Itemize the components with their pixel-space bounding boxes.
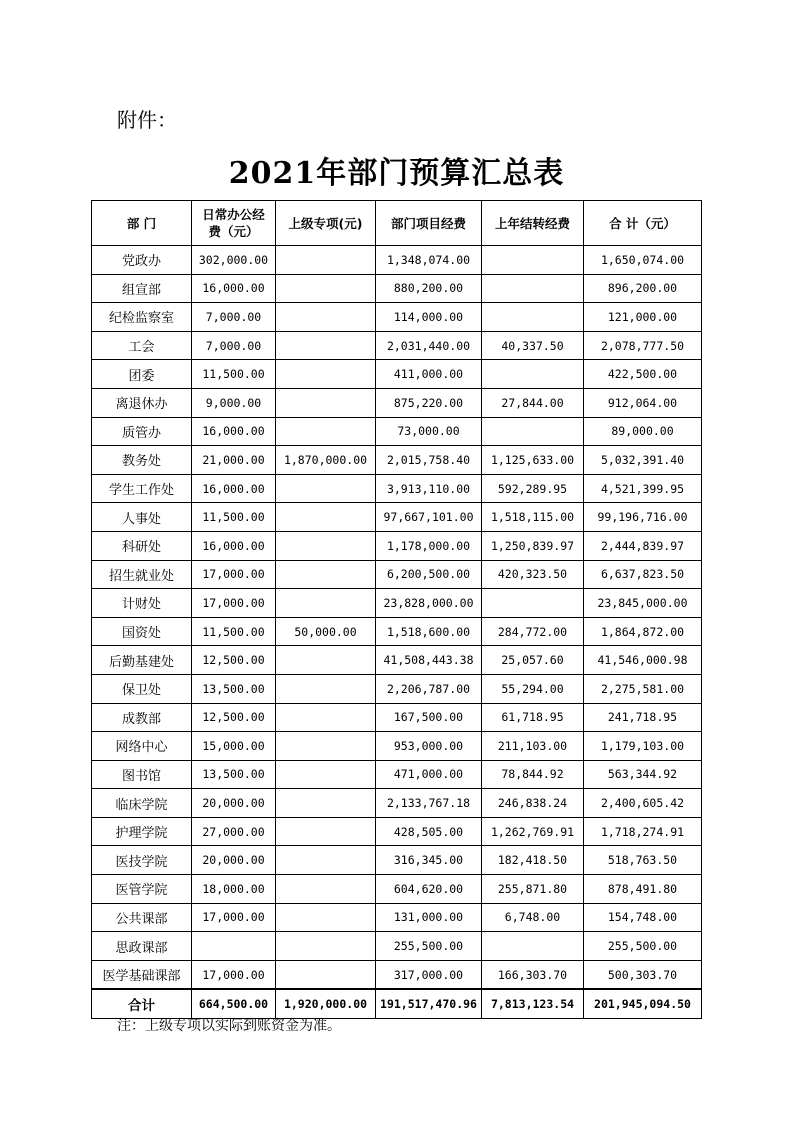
- amount-cell: 241,718.95: [584, 703, 702, 732]
- amount-cell: 2,275,581.00: [584, 674, 702, 703]
- amount-cell: 17,000.00: [192, 903, 276, 932]
- department-cell: 质管办: [92, 417, 192, 446]
- amount-cell: 246,838.24: [482, 789, 584, 818]
- amount-cell: 1,870,000.00: [276, 446, 376, 475]
- amount-cell: 6,748.00: [482, 903, 584, 932]
- amount-cell: 11,500.00: [192, 360, 276, 389]
- page-title: 2021年部门预算汇总表: [228, 156, 565, 191]
- amount-cell: 61,718.95: [482, 703, 584, 732]
- amount-cell: 316,345.00: [376, 846, 482, 875]
- amount-cell: [276, 360, 376, 389]
- amount-cell: 97,667,101.00: [376, 503, 482, 532]
- amount-cell: 16,000.00: [192, 531, 276, 560]
- department-cell: 医学基础课部: [92, 960, 192, 989]
- department-cell: 纪检监察室: [92, 303, 192, 332]
- department-cell: 后勤基建处: [92, 646, 192, 675]
- amount-cell: 664,500.00: [192, 989, 276, 1019]
- amount-cell: [276, 960, 376, 989]
- amount-cell: 27,000.00: [192, 817, 276, 846]
- amount-cell: 16,000.00: [192, 474, 276, 503]
- table-row: [92, 732, 702, 761]
- amount-cell: 15,000.00: [192, 732, 276, 761]
- department-cell: 公共课部: [92, 903, 192, 932]
- department-cell: 团委: [92, 360, 192, 389]
- amount-cell: 1,518,115.00: [482, 503, 584, 532]
- amount-cell: 1,179,103.00: [584, 732, 702, 761]
- amount-cell: 428,505.00: [376, 817, 482, 846]
- amount-cell: 912,064.00: [584, 388, 702, 417]
- amount-cell: 471,000.00: [376, 760, 482, 789]
- amount-cell: 191,517,470.96: [376, 989, 482, 1019]
- department-cell: 临床学院: [92, 789, 192, 818]
- table-body: [92, 246, 702, 1019]
- table-row: [92, 560, 702, 589]
- amount-cell: 13,500.00: [192, 760, 276, 789]
- amount-cell: 5,032,391.40: [584, 446, 702, 475]
- department-cell: 成教部: [92, 703, 192, 732]
- amount-cell: 1,262,769.91: [482, 817, 584, 846]
- column-header: 日常办公经 费（元）: [192, 201, 276, 246]
- amount-cell: 1,348,074.00: [376, 246, 482, 275]
- amount-cell: [276, 531, 376, 560]
- amount-cell: [276, 246, 376, 275]
- amount-cell: 2,400,605.42: [584, 789, 702, 818]
- column-header: 上级专项(元): [276, 201, 376, 246]
- table-row: [92, 760, 702, 789]
- department-cell: 学生工作处: [92, 474, 192, 503]
- amount-cell: [482, 246, 584, 275]
- department-cell: 计财处: [92, 589, 192, 618]
- amount-cell: [276, 932, 376, 961]
- amount-cell: 27,844.00: [482, 388, 584, 417]
- amount-cell: 500,303.70: [584, 960, 702, 989]
- amount-cell: 284,772.00: [482, 617, 584, 646]
- department-cell: 国资处: [92, 617, 192, 646]
- amount-cell: 20,000.00: [192, 846, 276, 875]
- amount-cell: 875,220.00: [376, 388, 482, 417]
- table-row: [92, 646, 702, 675]
- amount-cell: [482, 932, 584, 961]
- amount-cell: 9,000.00: [192, 388, 276, 417]
- amount-cell: [276, 560, 376, 589]
- amount-cell: 23,845,000.00: [584, 589, 702, 618]
- amount-cell: 6,637,823.50: [584, 560, 702, 589]
- table-row: [92, 960, 702, 989]
- table-row: [92, 703, 702, 732]
- amount-cell: 17,000.00: [192, 560, 276, 589]
- amount-cell: [482, 360, 584, 389]
- amount-cell: 21,000.00: [192, 446, 276, 475]
- amount-cell: 953,000.00: [376, 732, 482, 761]
- amount-cell: 302,000.00: [192, 246, 276, 275]
- amount-cell: [276, 331, 376, 360]
- table-row: [92, 846, 702, 875]
- amount-cell: 1,518,600.00: [376, 617, 482, 646]
- amount-cell: [482, 303, 584, 332]
- amount-cell: 2,444,839.97: [584, 531, 702, 560]
- amount-cell: 114,000.00: [376, 303, 482, 332]
- amount-cell: 317,000.00: [376, 960, 482, 989]
- amount-cell: 12,500.00: [192, 703, 276, 732]
- amount-cell: 2,078,777.50: [584, 331, 702, 360]
- amount-cell: 6,200,500.00: [376, 560, 482, 589]
- amount-cell: 1,650,074.00: [584, 246, 702, 275]
- department-cell: 医管学院: [92, 875, 192, 904]
- table-row: [92, 417, 702, 446]
- amount-cell: [276, 674, 376, 703]
- amount-cell: [276, 789, 376, 818]
- amount-cell: 40,337.50: [482, 331, 584, 360]
- amount-cell: 201,945,094.50: [584, 989, 702, 1019]
- table-row: [92, 903, 702, 932]
- amount-cell: [276, 760, 376, 789]
- amount-cell: [276, 474, 376, 503]
- department-cell: 离退休办: [92, 388, 192, 417]
- amount-cell: 880,200.00: [376, 274, 482, 303]
- amount-cell: 167,500.00: [376, 703, 482, 732]
- amount-cell: 592,289.95: [482, 474, 584, 503]
- amount-cell: [482, 589, 584, 618]
- amount-cell: [276, 703, 376, 732]
- amount-cell: 13,500.00: [192, 674, 276, 703]
- department-cell: 工会: [92, 331, 192, 360]
- table-row: [92, 617, 702, 646]
- department-cell: 医技学院: [92, 846, 192, 875]
- amount-cell: [276, 274, 376, 303]
- department-cell: 思政课部: [92, 932, 192, 961]
- department-cell: 保卫处: [92, 674, 192, 703]
- amount-cell: 89,000.00: [584, 417, 702, 446]
- table-row: [92, 360, 702, 389]
- amount-cell: [276, 903, 376, 932]
- amount-cell: [482, 274, 584, 303]
- amount-cell: [276, 303, 376, 332]
- amount-cell: 11,500.00: [192, 617, 276, 646]
- amount-cell: 4,521,399.95: [584, 474, 702, 503]
- amount-cell: 55,294.00: [482, 674, 584, 703]
- department-cell: 合计: [92, 989, 192, 1019]
- amount-cell: 255,871.80: [482, 875, 584, 904]
- amount-cell: [276, 732, 376, 761]
- department-cell: 护理学院: [92, 817, 192, 846]
- amount-cell: 131,000.00: [376, 903, 482, 932]
- amount-cell: 1,178,000.00: [376, 531, 482, 560]
- amount-cell: [276, 817, 376, 846]
- column-header: 部门项目经费: [376, 201, 482, 246]
- table-row: [92, 817, 702, 846]
- amount-cell: 255,500.00: [584, 932, 702, 961]
- table-row: [92, 388, 702, 417]
- department-cell: 组宣部: [92, 274, 192, 303]
- amount-cell: 7,000.00: [192, 303, 276, 332]
- amount-cell: 16,000.00: [192, 274, 276, 303]
- attachment-label: 附件：: [117, 108, 177, 132]
- department-cell: 网络中心: [92, 732, 192, 761]
- amount-cell: 11,500.00: [192, 503, 276, 532]
- amount-cell: 121,000.00: [584, 303, 702, 332]
- amount-cell: [276, 646, 376, 675]
- amount-cell: 2,206,787.00: [376, 674, 482, 703]
- column-header: 合 计（元）: [584, 201, 702, 246]
- column-header: 部 门: [92, 201, 192, 246]
- table-row: [92, 875, 702, 904]
- amount-cell: [276, 589, 376, 618]
- amount-cell: 17,000.00: [192, 960, 276, 989]
- amount-cell: 211,103.00: [482, 732, 584, 761]
- amount-cell: 1,718,274.91: [584, 817, 702, 846]
- department-cell: 图书馆: [92, 760, 192, 789]
- amount-cell: [276, 846, 376, 875]
- amount-cell: 73,000.00: [376, 417, 482, 446]
- amount-cell: [276, 388, 376, 417]
- table-row: [92, 674, 702, 703]
- department-cell: 党政办: [92, 246, 192, 275]
- table-row: [92, 474, 702, 503]
- amount-cell: 422,500.00: [584, 360, 702, 389]
- amount-cell: 154,748.00: [584, 903, 702, 932]
- amount-cell: 420,323.50: [482, 560, 584, 589]
- amount-cell: 3,913,110.00: [376, 474, 482, 503]
- amount-cell: 2,015,758.40: [376, 446, 482, 475]
- table-row: [92, 246, 702, 275]
- amount-cell: 99,196,716.00: [584, 503, 702, 532]
- amount-cell: 41,546,000.98: [584, 646, 702, 675]
- amount-cell: 20,000.00: [192, 789, 276, 818]
- amount-cell: 2,133,767.18: [376, 789, 482, 818]
- table-row: [92, 531, 702, 560]
- amount-cell: [192, 932, 276, 961]
- amount-cell: 17,000.00: [192, 589, 276, 618]
- amount-cell: 255,500.00: [376, 932, 482, 961]
- amount-cell: 518,763.50: [584, 846, 702, 875]
- table-row: [92, 446, 702, 475]
- table-header-row: [92, 201, 702, 246]
- amount-cell: 78,844.92: [482, 760, 584, 789]
- department-cell: 人事处: [92, 503, 192, 532]
- amount-cell: 7,000.00: [192, 331, 276, 360]
- amount-cell: 411,000.00: [376, 360, 482, 389]
- amount-cell: 25,057.60: [482, 646, 584, 675]
- amount-cell: 41,508,443.38: [376, 646, 482, 675]
- table-row: [92, 331, 702, 360]
- column-header: 上年结转经费: [482, 201, 584, 246]
- amount-cell: 166,303.70: [482, 960, 584, 989]
- budget-table: [91, 200, 702, 1019]
- amount-cell: [276, 503, 376, 532]
- table-row: [92, 503, 702, 532]
- amount-cell: [276, 875, 376, 904]
- amount-cell: 12,500.00: [192, 646, 276, 675]
- footnote: 注：上级专项以实际到账资金为准。: [117, 1018, 341, 1034]
- amount-cell: 2,031,440.00: [376, 331, 482, 360]
- amount-cell: [276, 417, 376, 446]
- table-row: [92, 789, 702, 818]
- amount-cell: 896,200.00: [584, 274, 702, 303]
- department-cell: 教务处: [92, 446, 192, 475]
- table-row: [92, 589, 702, 618]
- amount-cell: 182,418.50: [482, 846, 584, 875]
- department-cell: 招生就业处: [92, 560, 192, 589]
- amount-cell: 16,000.00: [192, 417, 276, 446]
- amount-cell: 50,000.00: [276, 617, 376, 646]
- amount-cell: 18,000.00: [192, 875, 276, 904]
- amount-cell: 7,813,123.54: [482, 989, 584, 1019]
- amount-cell: 604,620.00: [376, 875, 482, 904]
- amount-cell: 1,125,633.00: [482, 446, 584, 475]
- amount-cell: 23,828,000.00: [376, 589, 482, 618]
- amount-cell: 1,920,000.00: [276, 989, 376, 1019]
- department-cell: 科研处: [92, 531, 192, 560]
- amount-cell: 563,344.92: [584, 760, 702, 789]
- amount-cell: 878,491.80: [584, 875, 702, 904]
- amount-cell: 1,250,839.97: [482, 531, 584, 560]
- table-row: [92, 303, 702, 332]
- table-row: [92, 274, 702, 303]
- amount-cell: [482, 417, 584, 446]
- amount-cell: 1,864,872.00: [584, 617, 702, 646]
- table-row: [92, 932, 702, 961]
